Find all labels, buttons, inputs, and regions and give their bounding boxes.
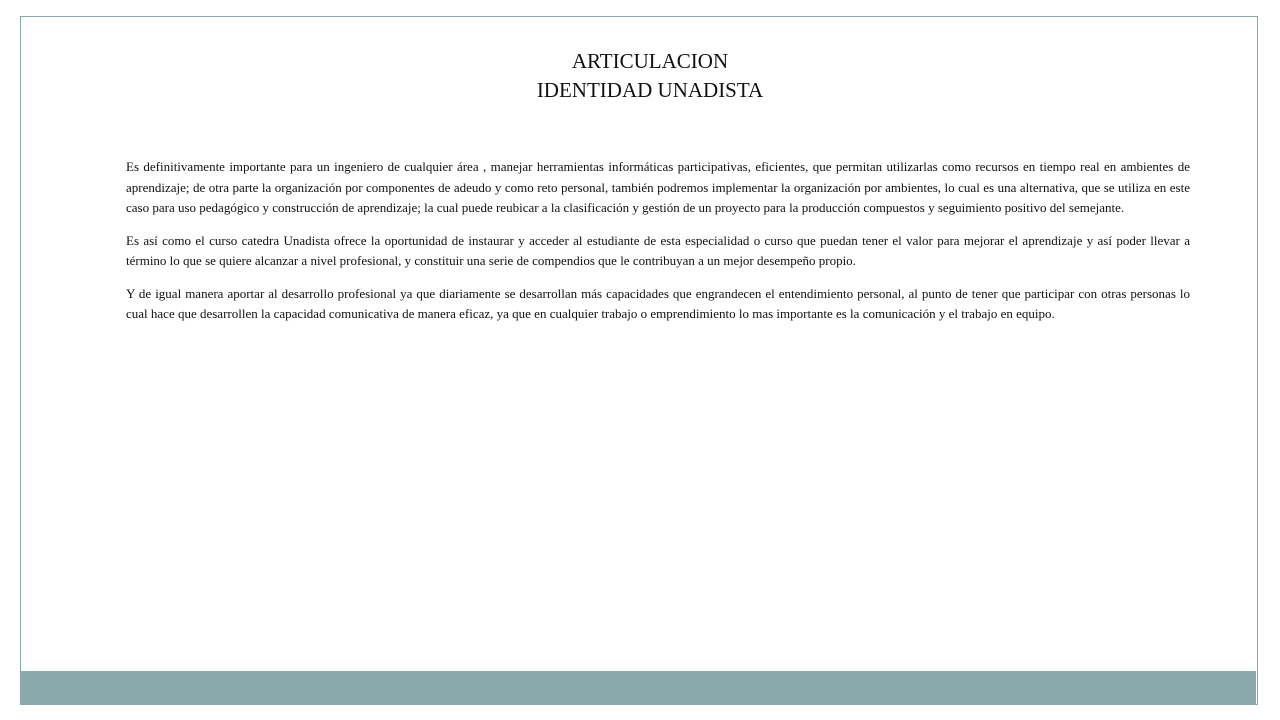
title-line-2: IDENTIDAD UNADISTA bbox=[536, 78, 764, 102]
paragraph-2: Es así como el curso catedra Unadista ofrece la oportunidad de instaurar y acceder al estudiante de esta especialidad o curso que puedan tener el valor para mejorar el aprendizaje y así poder llevar a término lo que se quiere alcanzar a nivel profesional, y constituir una serie de compendios que le contribuyan a un mejor desempeño propio. bbox=[126, 232, 1190, 268]
slide-body bbox=[126, 157, 1190, 337]
paragraph-3: Y de igual manera aportar al desarrollo profesional ya que diariamente se desarrollan más capacidades que engrandecen el entendimiento personal, al punto de tener que participar con otras personas lo cual hace que desarrollen la capacidad comunicativa de manera eficaz, ya que en cualquier trabajo o emprendimiento lo mas importante es la comunicación y el trabajo en equipo. bbox=[126, 285, 1190, 321]
slide-frame bbox=[20, 16, 1258, 705]
slide-title bbox=[0, 47, 1280, 105]
title-line-1: ARTICULACION bbox=[571, 49, 729, 73]
paragraph-1: Es definitivamente importante para un ingeniero de cualquier área , manejar herramientas informáticas participativas, eficientes, que permitan utilizarlas como recursos en tiempo real en ambientes de aprendizaje; de otra parte la organización por componentes de adeudo y como reto personal, también podremos implementar la organización por ambientes, lo cual es una alternativa, que se utiliza en este caso para uso pedagógico y construcción de aprendizaje; la cual puede reubicar a la clasificación y gestión de un proyecto para la producción compuestos y seguimiento positivo del semejante. bbox=[126, 159, 1190, 215]
footer-bar bbox=[21, 671, 1256, 704]
